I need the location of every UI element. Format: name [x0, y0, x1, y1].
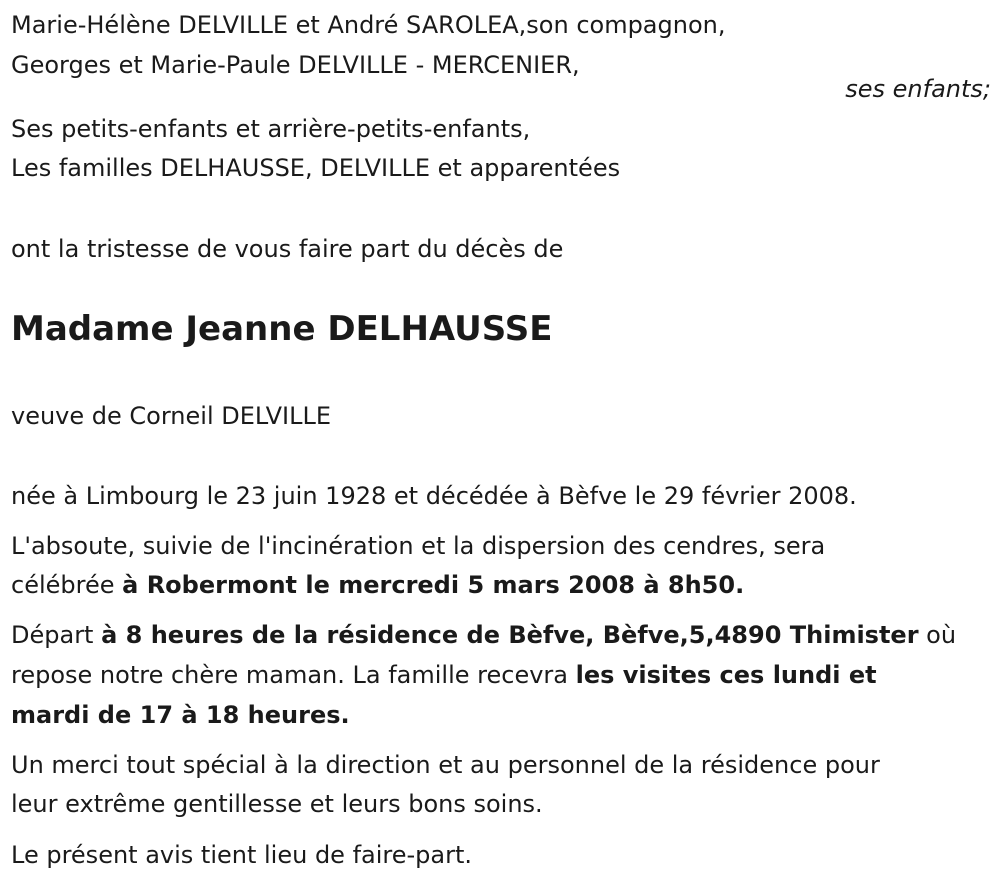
departure-suffix: où — [918, 621, 957, 649]
birth-death: née à Limbourg le 23 juin 1928 et décédée à Bèfve le 29 février 2008. — [11, 482, 857, 510]
visits-hours: mardi de 17 à 18 heures. — [11, 701, 350, 729]
departure-line-1 — [11, 620, 956, 650]
family-line-4: Les familles DELHAUSSE, DELVILLE et apparentées — [11, 154, 621, 182]
departure-prefix: Départ — [11, 621, 102, 649]
children-label: ses enfants; — [845, 75, 991, 103]
closing-line: Le présent avis tient lieu de faire-part. — [11, 841, 473, 869]
widow-of: veuve de Corneil DELVILLE — [11, 402, 332, 430]
departure-line-3 — [11, 700, 350, 730]
family-line-3: Ses petits-enfants et arrière-petits-enfants, — [11, 115, 531, 143]
family-line-2: Georges et Marie-Paule DELVILLE - MERCENIER, — [11, 51, 580, 79]
ceremony-prefix: célébrée — [11, 571, 123, 599]
ceremony-place-date: à Robermont le mercredi 5 mars 2008 à 8h50. — [122, 571, 745, 599]
ceremony-line-1: L'absoute, suivie de l'incinération et la dispersion des cendres, sera — [11, 532, 826, 560]
departure-line-2 — [11, 660, 877, 690]
visits-info: les visites ces lundi et — [575, 661, 877, 689]
announcement-intro: ont la tristesse de vous faire part du décès de — [11, 235, 564, 263]
deceased-name: Madame Jeanne DELHAUSSE — [11, 309, 553, 349]
thanks-line-1: Un merci tout spécial à la direction et au personnel de la résidence pour — [11, 751, 880, 779]
family-line-1: Marie-Hélène DELVILLE et André SAROLEA,son compagnon, — [11, 11, 726, 39]
departure-details: à 8 heures de la résidence de Bèfve, Bèfve,5,4890 Thimister — [101, 621, 919, 649]
ceremony-line-2 — [11, 570, 744, 600]
thanks-line-2: leur extrême gentillesse et leurs bons soins. — [11, 790, 543, 818]
departure-rest: repose notre chère maman. La famille recevra — [11, 661, 576, 689]
